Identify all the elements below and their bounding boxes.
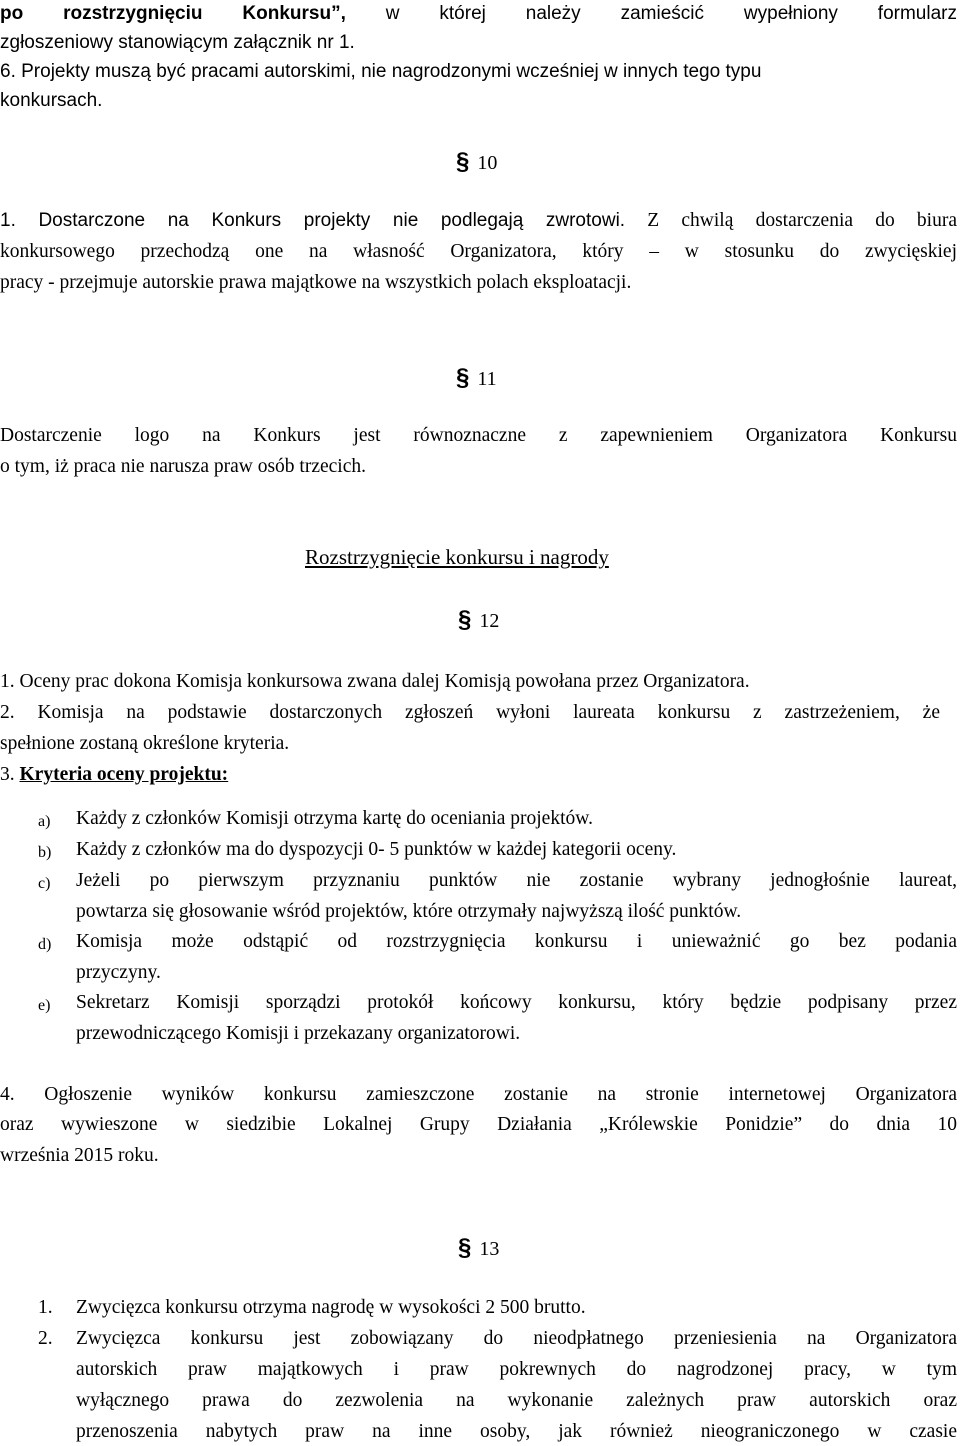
prize-2-line-1: Zwycięzca konkursu jest zobowiązany do nieodpłatnego przeniesienia na Organizatora	[76, 1328, 957, 1349]
criteria-heading: Kryteria oceny projektu:	[19, 764, 229, 785]
prize-line-1: Zwycięzca konkursu otrzyma nagrodę w wysokości 2 500 brutto.	[76, 1297, 586, 1318]
s10-line-1a: 1. Dostarczone na Konkurs projekty nie podlegają zwrotowi.	[0, 210, 626, 231]
s12-point-4-line-2: oraz wywieszone w siedzibie Lokalnej Grupy Działania „Królewskie Ponidzie” do dnia 10	[0, 1114, 957, 1135]
intro-line-3: 6. Projekty muszą być pracami autorskimi, nie nagrodzonymi wcześniej w innych tego typu	[0, 61, 762, 82]
criteria-d-line-2: przyczyny.	[76, 962, 161, 983]
intro-rest: w której należy zamieścić wypełniony formularz	[385, 3, 957, 24]
point-number: 3.	[0, 764, 15, 785]
section-13-heading	[458, 1233, 499, 1264]
s12-point-4-line-1: 4. Ogłoszenie wyników konkursu zamieszczone zostanie na stronie internetowej Organizatora	[0, 1084, 957, 1105]
criteria-label-e: e)	[38, 997, 51, 1014]
criteria-label-b: b)	[38, 844, 52, 861]
prize-2-line-3: wyłącznego prawa do zezwolenia na wykonanie zależnych praw autorskich oraz	[76, 1390, 957, 1411]
prize-label-2: 2.	[38, 1328, 53, 1349]
section-number: 11	[477, 368, 497, 390]
s12-point-1: 1. Oceny prac dokona Komisja konkursowa zwana dalej Komisją powołana przez Organizatora.	[0, 671, 750, 692]
intro-line-4: konkursach.	[0, 90, 103, 111]
s10-line-2: konkursowego przechodzą one na własność Organizatora, który – w stosunku do zwycięskiej	[0, 241, 957, 262]
section-12-heading	[458, 605, 499, 636]
paragraph-sign: §	[456, 148, 470, 175]
prize-2-line-4: przenoszenia nabytych praw na inne osoby, jak również nieograniczonego w czasie	[76, 1421, 957, 1442]
section-number: 13	[479, 1238, 500, 1260]
s10-line-1b: Z chwilą dostarczenia do biura	[647, 210, 957, 231]
paragraph-sign: §	[458, 606, 472, 633]
s12-point-2-line-2: spełnione zostaną określone kryteria.	[0, 733, 290, 754]
criteria-label-d: d)	[38, 936, 52, 953]
paragraph-sign: §	[456, 364, 470, 391]
criteria-c-line-2: powtarza się głosowanie wśród projektów, które otrzymały najwyższą ilość punktów.	[76, 901, 742, 922]
s11-line-1: Dostarczenie logo na Konkurs jest równoznaczne z zapewnieniem Organizatora Konkursu	[0, 425, 957, 446]
section-number: 10	[477, 152, 498, 174]
intro-line-1	[0, 2, 957, 26]
section-number: 12	[479, 610, 500, 632]
s11-line-2: o tym, iż praca nie narusza praw osób trzecich.	[0, 456, 367, 477]
prize-2-line-2: autorskich praw majątkowych i praw pokrewnych do nagrodzonej pracy, w tym	[76, 1359, 957, 1380]
section-10-heading	[456, 147, 497, 178]
section-11-heading	[456, 363, 497, 394]
s12-point-3	[0, 763, 228, 787]
criteria-c-line-1: Jeżeli po pierwszym przyznaniu punktów nie zostanie wybrany jednogłośnie laureat,	[76, 870, 957, 891]
criteria-e-line-1: Sekretarz Komisji sporządzi protokół końcowy konkursu, który będzie podpisany przez	[76, 992, 957, 1013]
intro-bold: po rozstrzygnięciu Konkursu”,	[0, 3, 346, 24]
section-title: Rozstrzygnięcie konkursu i nagrody	[305, 545, 609, 569]
s10-line-1	[0, 209, 957, 233]
s10-line-3: pracy - przejmuje autorskie prawa majątkowe na wszystkich polach eksploatacji.	[0, 272, 632, 293]
prize-label-1: 1.	[38, 1297, 53, 1318]
criteria-b-line-1: Każdy z członków ma do dyspozycji 0- 5 punktów w każdej kategorii oceny.	[76, 839, 677, 860]
criteria-e-line-2: przewodniczącego Komisji i przekazany organizatorowi.	[76, 1023, 521, 1044]
criteria-label-c: c)	[38, 875, 51, 892]
intro-line-2: zgłoszeniowy stanowiącym załącznik nr 1.	[0, 32, 355, 53]
s12-point-2-line-1: 2. Komisja na podstawie dostarczonych zgłoszeń wyłoni laureata konkursu z zastrzeżeniem, że	[0, 702, 940, 723]
criteria-a-line-1: Każdy z członków Komisji otrzyma kartę do oceniania projektów.	[76, 808, 593, 829]
criteria-label-a: a)	[38, 813, 51, 830]
s12-point-4-line-3: września 2015 roku.	[0, 1145, 159, 1166]
criteria-d-line-1: Komisja może odstąpić od rozstrzygnięcia konkursu i unieważnić go bez podania	[76, 931, 957, 952]
paragraph-sign: §	[458, 1234, 472, 1261]
